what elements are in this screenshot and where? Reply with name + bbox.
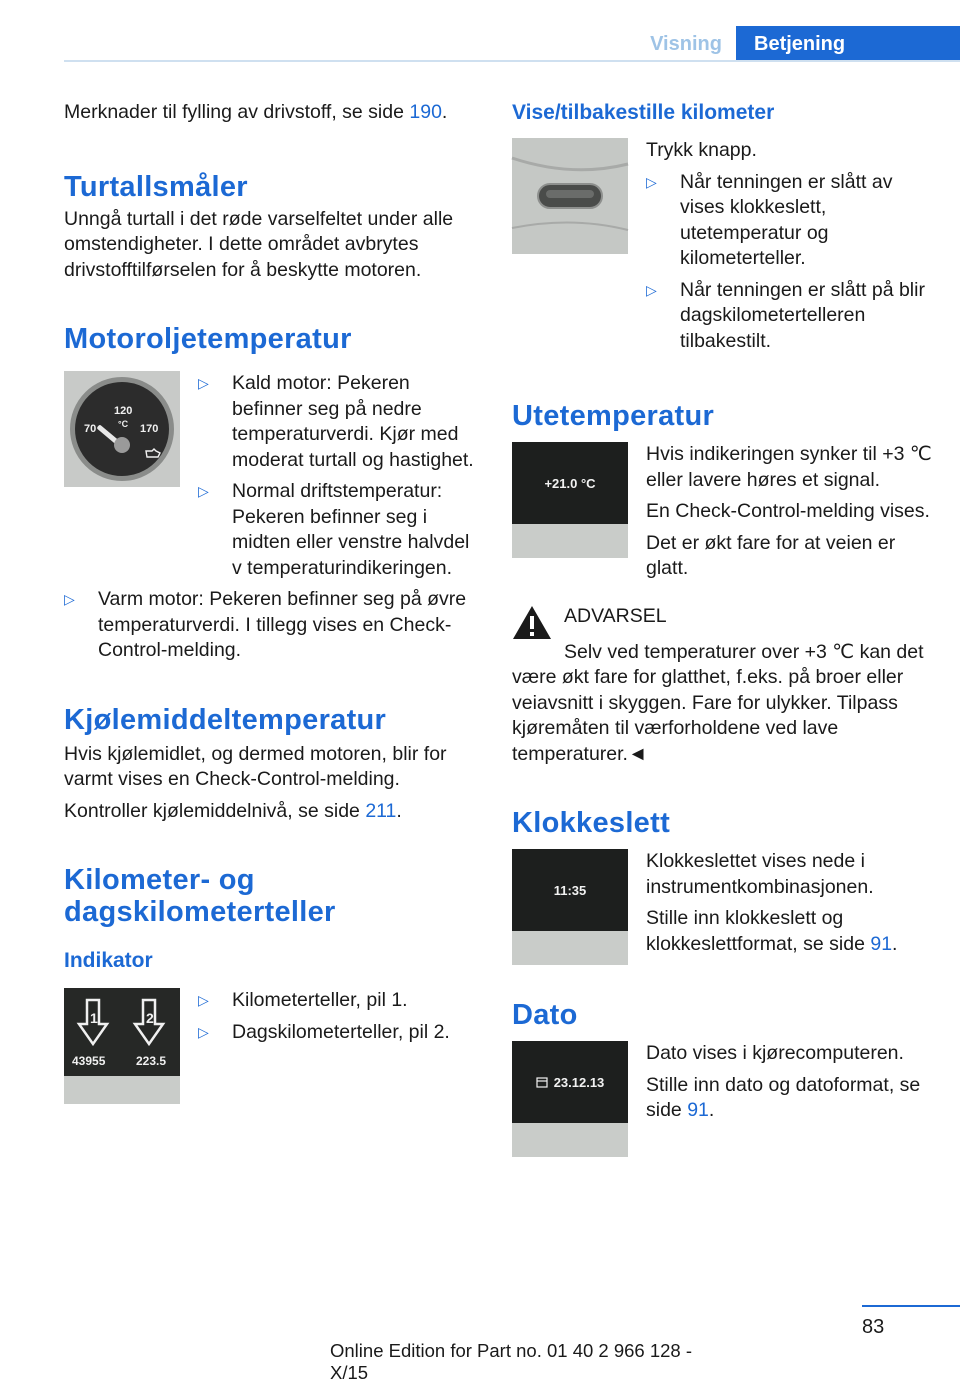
clock-text-2: Stille inn klokkeslett og klokkeslettformat, se side 91. <box>646 907 898 955</box>
gauge-label-unit: °C <box>118 419 129 429</box>
subheading-indikator: Indikator <box>64 949 153 972</box>
warning-title: ADVARSEL <box>564 604 667 627</box>
clock-display-image <box>512 849 628 965</box>
clock-block <box>512 849 932 965</box>
clock-readout: 11:35 <box>553 882 587 898</box>
right-column <box>512 100 932 1157</box>
triangle-bullet-icon: ▷ <box>198 483 209 499</box>
coolant-text: Hvis kjølemidlet, og dermed motoren, blir for varmt vises en Check-Control-melding. <box>64 742 447 790</box>
triangle-bullet-icon: ▷ <box>198 375 209 391</box>
bullet-odometer: ▷ Kilometerteller, pil 1. <box>198 988 482 1014</box>
gauge-label-170: 170 <box>140 423 159 435</box>
triangle-bullet-icon: ▷ <box>198 992 209 1008</box>
warning-text: Selv ved temperaturer over +3 ℃ kan det være økt fare for glatthet, f.eks. på broer eller veiavsnitt i skyggen. Fare for ulykker. Tilpass kjøremåten til værforholdene ved lave temperaturer.◄ <box>512 640 924 765</box>
date-block <box>512 1041 932 1157</box>
gauge-label-120: 120 <box>114 405 133 417</box>
bullet-ignition-on: ▷ Når tenningen er slått på blir dagskilometertelleren tilbakestilt. <box>646 278 932 355</box>
heading-kilometer-line2: dagskilometerteller <box>64 896 336 928</box>
turtall-text: Unngå turtall i det røde varselfeltet under alle omstendigheter. I dette området avbrytes drivstofftilførselen for å beskytte motoren. <box>64 207 454 281</box>
heading-kilometer-line1: Kilometer- og <box>64 864 255 896</box>
calendar-icon <box>536 1076 548 1088</box>
bullet-warm-engine: ▷ Varm motor: Pekeren befinner seg på øvre temperaturverdi. I tillegg vises en Check-Control-melding. <box>64 587 482 664</box>
tab-betjening[interactable]: Betjening <box>736 26 960 62</box>
coolant-ref: Kontroller kjølemiddelnivå, se side 211. <box>64 799 402 822</box>
odometer-display-image <box>64 988 180 1104</box>
tab-visning[interactable]: Visning <box>650 32 722 55</box>
outside-temp-display-image <box>512 442 628 558</box>
outside-temp-block <box>512 442 932 588</box>
bullet-trip-odometer: ▷ Dagskilometerteller, pil 2. <box>198 1020 482 1046</box>
triangle-bullet-icon: ▷ <box>646 281 657 298</box>
warning-triangle-icon <box>512 604 552 640</box>
date-text-1: Dato vises i kjørecomputeren. <box>646 1042 904 1064</box>
temp-text-2: En Check-Control-melding vises. <box>646 500 930 522</box>
heading-kjolemiddeltemperatur: Kjølemiddeltemperatur <box>64 703 387 736</box>
heading-utetemperatur: Utetemperatur <box>512 400 715 432</box>
date-text-2: Stille inn dato og datoformat, se side 91. <box>646 1073 921 1121</box>
triangle-bullet-icon: ▷ <box>64 591 75 607</box>
left-column <box>64 100 482 1104</box>
triangle-bullet-icon: ▷ <box>646 173 657 190</box>
reset-intro: Trykk knapp. <box>646 139 757 161</box>
reset-block <box>512 138 932 360</box>
heading-klokkeslett: Klokkeslett <box>512 807 671 839</box>
gauge-label-70: 70 <box>84 423 97 435</box>
arrow-number-2: 2 <box>146 1010 154 1026</box>
oil-can-icon <box>144 447 162 459</box>
clock-text-1: Klokkeslettet vises nede i instrumentkombinasjonen. <box>646 850 874 898</box>
page-link-91-clock[interactable]: 91 <box>870 932 893 955</box>
heading-motoroljetemperatur: Motoroljetemperatur <box>64 323 352 355</box>
footer-divider <box>862 1305 960 1307</box>
heading-turtallsmaler: Turtallsmåler <box>64 170 248 203</box>
heading-dato: Dato <box>512 999 578 1031</box>
page-link-211[interactable]: 211 <box>365 799 397 822</box>
page-link-91-date[interactable]: 91 <box>687 1099 709 1121</box>
arrow-number-1: 1 <box>90 1010 98 1026</box>
reset-button-icon <box>512 138 628 254</box>
date-display-image <box>512 1041 628 1157</box>
trip-odometer-value: 223.5 <box>136 1054 167 1068</box>
odometer-block <box>64 988 482 1104</box>
page-link-190[interactable]: 190 <box>409 101 442 123</box>
bullet-ignition-off: ▷ Når tenningen er slått av vises klokkeslett, utetemperatur og kilometerteller. <box>646 170 932 272</box>
heading-vise-tilbakestille: Vise/tilbakestille kilometer <box>512 101 775 124</box>
page-number: 83 <box>862 1316 885 1338</box>
temp-text-3: Det er økt fare for at veien er glatt. <box>646 531 896 579</box>
oil-temperature-gauge-image <box>64 371 180 487</box>
date-readout: 23.12.13 <box>553 1074 605 1090</box>
temp-text-1: Hvis indikeringen synker til +3 ℃ eller lavere høres et signal. <box>646 443 932 491</box>
reset-button-image <box>512 138 628 254</box>
bullet-normal-temp: ▷ Normal driftstemperatur: Pekeren befinner seg i midten eller venstre halvdel v temperaturindikeringen. <box>198 479 482 581</box>
edition-note: Online Edition for Part no. 01 40 2 966 128 - X/15 <box>330 1340 693 1383</box>
warning-block <box>512 602 932 768</box>
odometer-value: 43955 <box>72 1054 106 1068</box>
bullet-cold-engine: ▷ Kald motor: Pekeren befinner seg på nedre temperaturverdi. Kjør med moderat turtall og hastighet. <box>198 371 482 473</box>
gauge-hub <box>114 437 130 453</box>
triangle-bullet-icon: ▷ <box>198 1023 209 1040</box>
header-divider <box>64 60 960 62</box>
temp-readout: +21.0 °C <box>544 475 596 491</box>
fuel-note: Merknader til fylling av drivstoff, se side 190. <box>64 101 448 123</box>
oil-temp-block <box>64 371 482 587</box>
